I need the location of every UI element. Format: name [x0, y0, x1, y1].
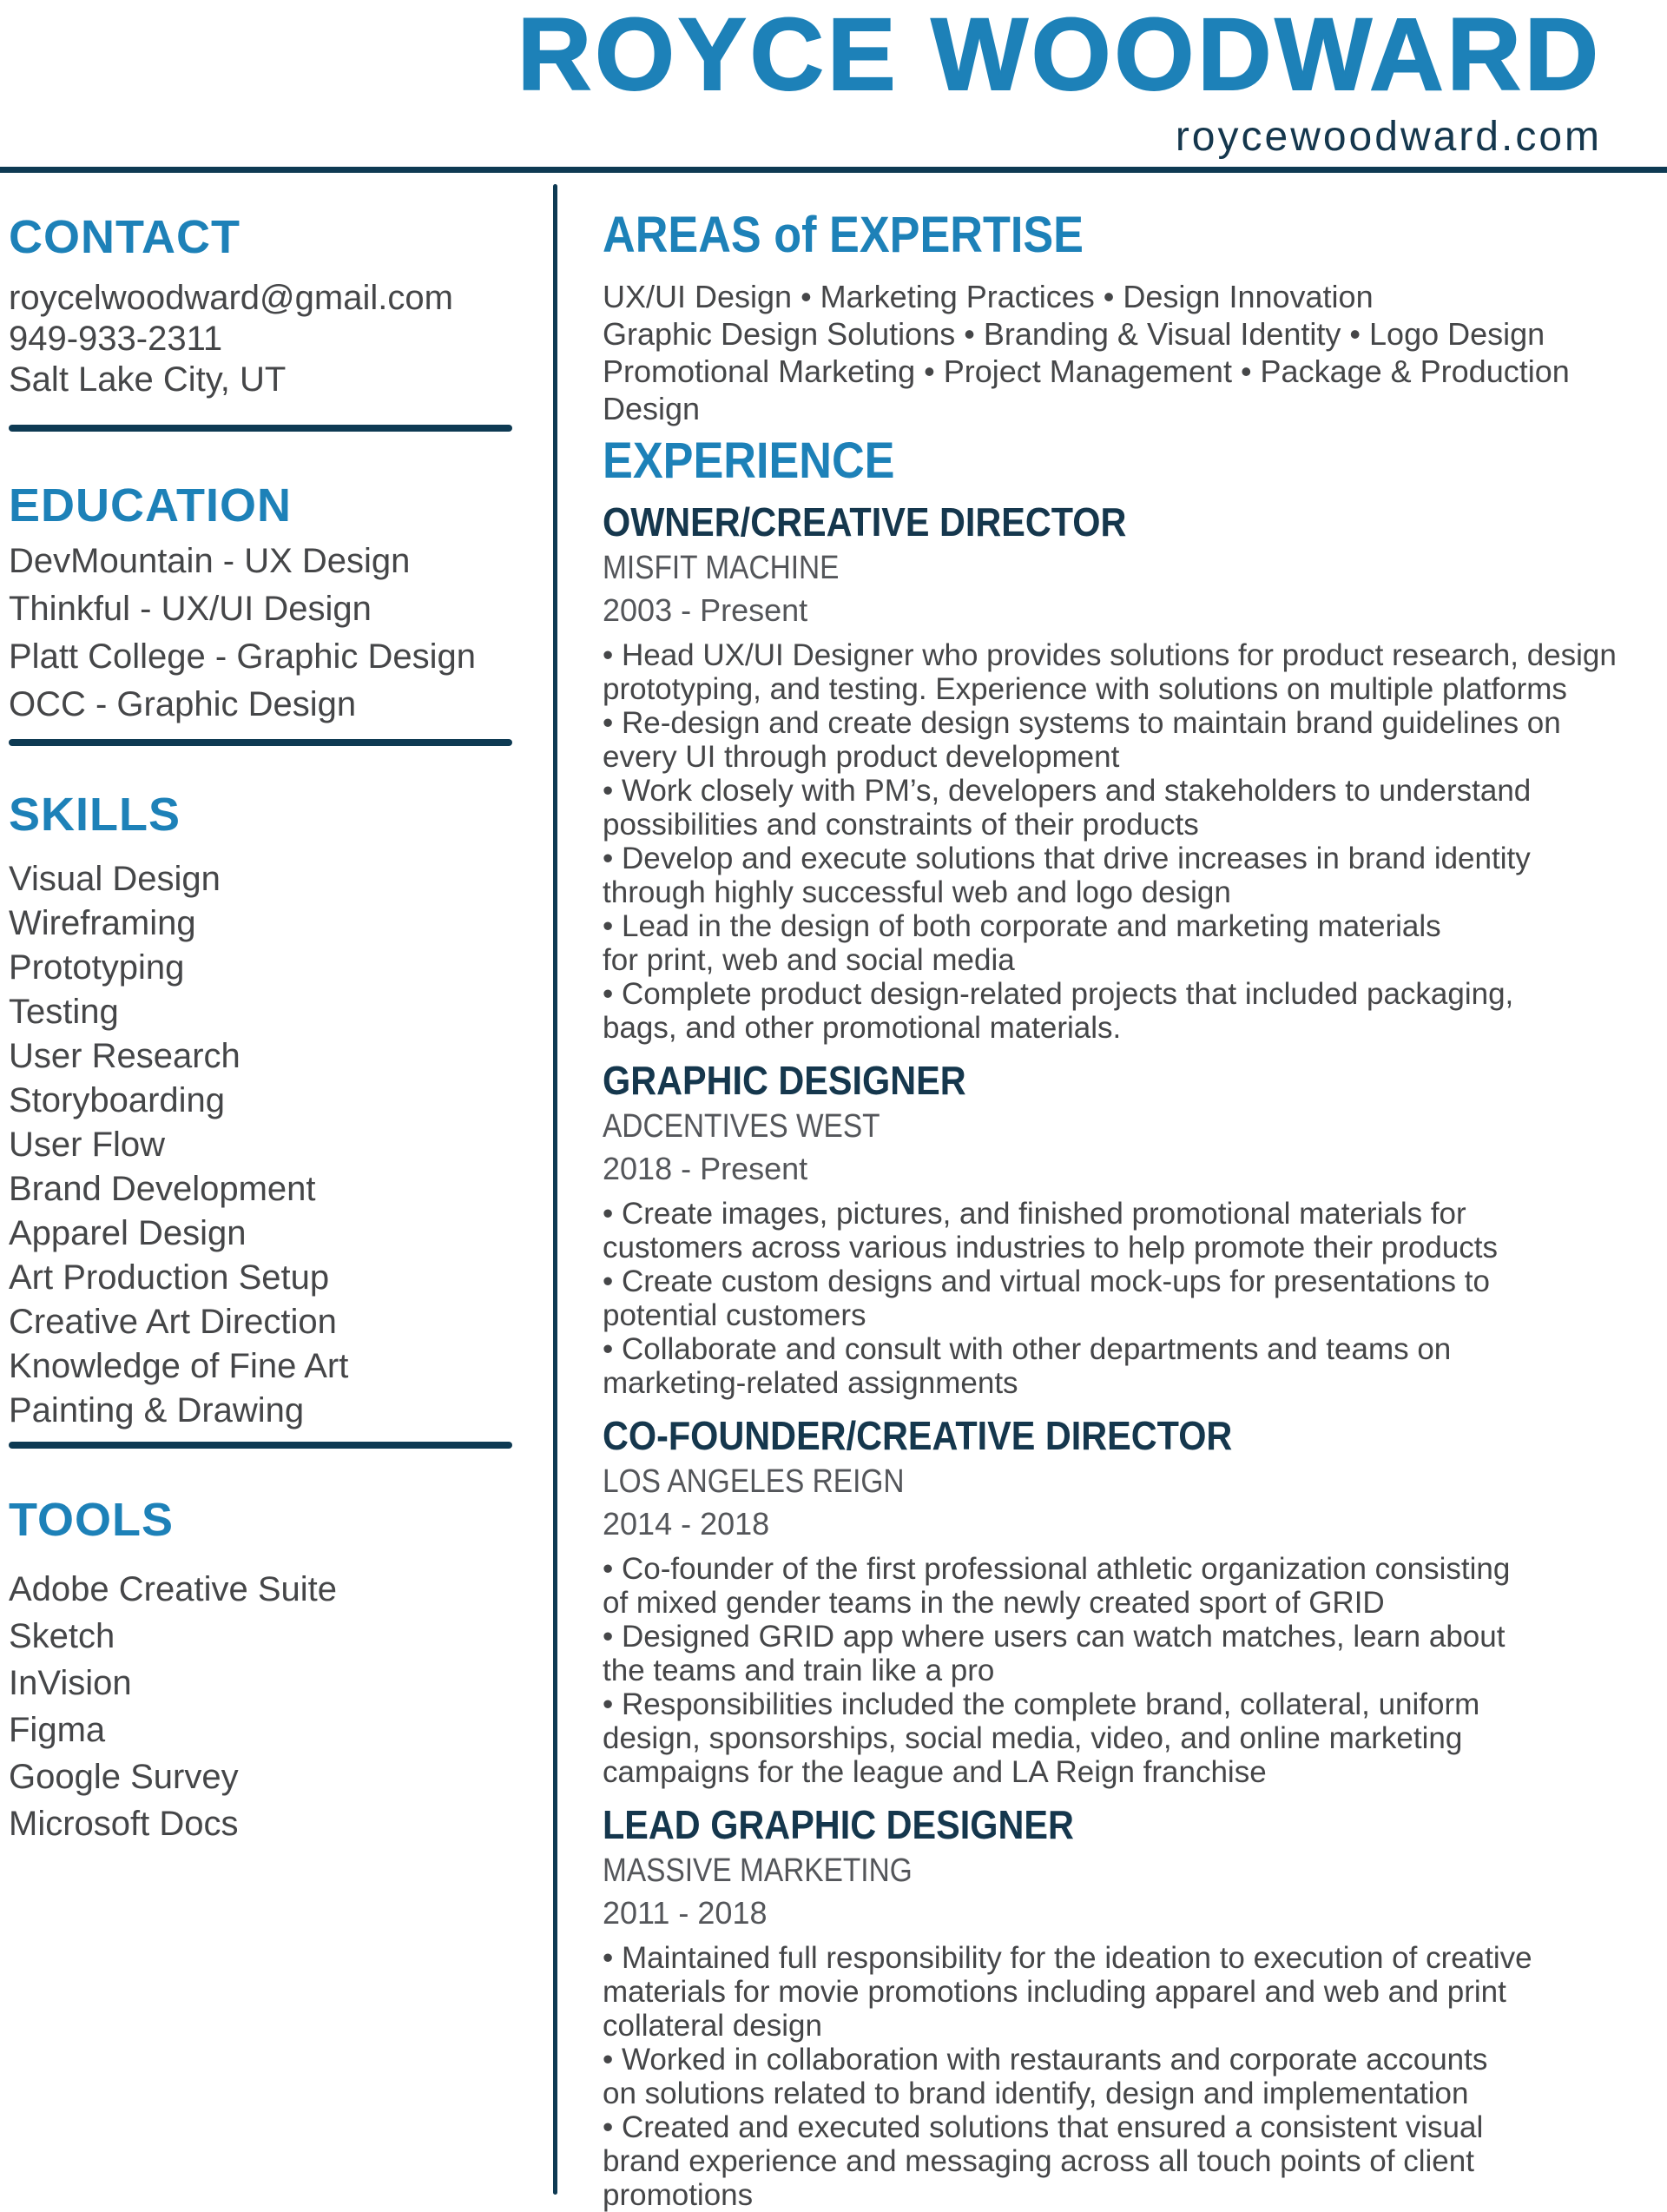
skills-heading: SKILLS	[9, 789, 181, 841]
tool-item: Google Survey	[9, 1758, 239, 1796]
skill-item: Storyboarding	[9, 1081, 226, 1119]
job-company	[603, 1852, 1667, 1890]
job-title	[603, 1414, 1667, 1457]
contact-heading: CONTACT	[9, 211, 240, 263]
skills-list	[9, 857, 545, 1433]
job-bullet-line: the teams and train like a pro	[603, 1654, 995, 1687]
job-dates: 2018 - Present	[603, 1151, 808, 1186]
expertise-lines	[603, 278, 1667, 427]
job-bullet-line: • Create images, pictures, and finished promotional materials for	[603, 1197, 1466, 1231]
job-dates: 2003 - Present	[603, 592, 808, 628]
contact-line: roycelwoodward@gmail.com	[9, 279, 453, 317]
job-bullet-line: bags, and other promotional materials.	[603, 1011, 1122, 1045]
job-bullet-lines	[603, 1197, 1667, 1400]
job-company-text: MISFIT MACHINE	[603, 550, 840, 586]
job-bullet-lines	[603, 1941, 1667, 2212]
job-company	[603, 1463, 1667, 1501]
header	[517, 0, 1602, 161]
job-entry	[603, 1414, 1667, 1789]
education-item: DevMountain - UX Design	[9, 542, 411, 580]
section-divider-rule	[9, 1442, 512, 1449]
expertise-line: Graphic Design Solutions • Branding & Visual Identity • Logo Design	[603, 316, 1545, 352]
contact-lines	[9, 278, 545, 400]
job-company-text: ADCENTIVES WEST	[603, 1108, 880, 1145]
job-bullet-line: • Lead in the design of both corporate and marketing materials	[603, 909, 1441, 943]
job-bullet-lines	[603, 1552, 1667, 1789]
job-bullet-line: potential customers	[603, 1298, 866, 1332]
tool-item: Figma	[9, 1711, 106, 1749]
skill-item: Prototyping	[9, 948, 185, 987]
contact-line: Salt Lake City, UT	[9, 360, 287, 399]
expertise-heading-text: AREAS of EXPERTISE	[603, 207, 1084, 263]
section-divider-rule	[9, 739, 512, 746]
job-bullet-line: collateral design	[603, 2009, 822, 2043]
job-bullet-line: of mixed gender teams in the newly created sport of GRID	[603, 1586, 1385, 1620]
job-bullet-line: • Responsibilities included the complete brand, collateral, uniform	[603, 1687, 1480, 1721]
job-bullet-line: • Maintained full responsibility for the ideation to execution of creative	[603, 1941, 1532, 1975]
job-bullet-line: • Create custom designs and virtual mock-ups for presentations to	[603, 1264, 1490, 1298]
job-dates: 2014 - 2018	[603, 1506, 770, 1542]
job-entry	[603, 500, 1667, 1045]
job-title	[603, 1803, 1667, 1846]
job-bullet-line: • Complete product design-related projects that included packaging,	[603, 977, 1514, 1011]
job-title	[603, 500, 1667, 544]
job-title	[603, 1059, 1667, 1102]
job-bullet-line: customers across various industries to help promote their products	[603, 1231, 1499, 1264]
tools-list	[9, 1566, 545, 1847]
skill-item: Art Production Setup	[9, 1258, 330, 1297]
section-divider-rule	[9, 425, 512, 432]
job-bullet-line: promotions	[603, 2178, 754, 2212]
education-list	[9, 538, 545, 729]
job-bullet-line: on solutions related to brand identify, design and implementation	[603, 2077, 1469, 2110]
job-company	[603, 549, 1667, 587]
job-title-text: OWNER/CREATIVE DIRECTOR	[603, 499, 1127, 545]
education-item: Thinkful - UX/UI Design	[9, 590, 372, 628]
skill-item: Testing	[9, 993, 119, 1031]
contact-line: 949-933-2311	[9, 320, 223, 358]
main-content	[603, 207, 1667, 2212]
job-company-text: LOS ANGELES REIGN	[603, 1463, 905, 1500]
job-bullet-line: brand experience and messaging across all touch points of client	[603, 2144, 1474, 2178]
job-bullet-lines	[603, 638, 1667, 1045]
expertise-heading	[603, 207, 1667, 263]
job-bullet-line: materials for movie promotions including apparel and web and print	[603, 1975, 1506, 2009]
job-bullet-line: • Collaborate and consult with other departments and teams on	[603, 1332, 1452, 1366]
job-bullet-line: • Worked in collaboration with restaurants and corporate accounts	[603, 2043, 1488, 2077]
experience-heading	[603, 432, 1667, 489]
education-item: Platt College - Graphic Design	[9, 637, 477, 676]
job-bullet-line: • Created and executed solutions that ensured a consistent visual	[603, 2110, 1484, 2144]
education-item: OCC - Graphic Design	[9, 685, 357, 723]
tool-item: Adobe Creative Suite	[9, 1570, 338, 1608]
expertise-line: Promotional Marketing • Project Management • Package & Production	[603, 353, 1570, 389]
job-bullet-line: every UI through product development	[603, 740, 1120, 774]
job-bullet-line: • Work closely with PM’s, developers and stakeholders to understand	[603, 774, 1532, 808]
skill-item: Painting & Drawing	[9, 1391, 305, 1430]
job-bullet-line: • Head UX/UI Designer who provides solutions for product research, design	[603, 638, 1617, 672]
job-bullet-line: • Re-design and create design systems to maintain brand guidelines on	[603, 706, 1561, 740]
experience-jobs	[603, 500, 1667, 2212]
sidebar	[9, 211, 545, 1847]
tool-item: InVision	[9, 1664, 132, 1702]
job-company	[603, 1107, 1667, 1146]
job-bullet-line: • Co-founder of the first professional athletic organization consisting	[603, 1552, 1511, 1586]
job-bullet-line: for print, web and social media	[603, 943, 1015, 977]
header-divider-rule	[0, 167, 1667, 173]
skill-item: Wireframing	[9, 904, 196, 942]
experience-heading-text: EXPERIENCE	[603, 432, 895, 489]
tool-item: Sketch	[9, 1617, 115, 1655]
job-bullet-line: possibilities and constraints of their products	[603, 808, 1199, 842]
column-divider-rule	[553, 184, 557, 2195]
job-bullet-line: • Develop and execute solutions that drive increases in brand identity	[603, 842, 1531, 875]
skill-item: Apparel Design	[9, 1214, 247, 1252]
skill-item: Visual Design	[9, 860, 221, 898]
person-name: ROYCE WOODWARD	[517, 0, 1602, 112]
tools-heading: TOOLS	[9, 1494, 175, 1546]
expertise-line: Design	[603, 391, 701, 426]
website-url: roycewoodward.com	[1175, 114, 1602, 160]
education-heading: EDUCATION	[9, 479, 292, 532]
job-bullet-line: • Designed GRID app where users can watch matches, learn about	[603, 1620, 1506, 1654]
job-entry	[603, 1803, 1667, 2212]
skill-item: Brand Development	[9, 1170, 316, 1208]
job-entry	[603, 1059, 1667, 1400]
job-bullet-line: design, sponsorships, social media, video, and online marketing	[603, 1721, 1463, 1755]
tool-item: Microsoft Docs	[9, 1805, 239, 1843]
job-title-text: GRAPHIC DESIGNER	[603, 1058, 966, 1103]
job-dates: 2011 - 2018	[603, 1895, 768, 1931]
job-title-text: CO-FOUNDER/CREATIVE DIRECTOR	[603, 1413, 1233, 1458]
job-bullet-line: prototyping, and testing. Experience with solutions on multiple platforms	[603, 672, 1567, 706]
skill-item: Creative Art Direction	[9, 1303, 337, 1341]
skill-item: User Research	[9, 1037, 240, 1075]
job-company-text: MASSIVE MARKETING	[603, 1852, 913, 1889]
skill-item: Knowledge of Fine Art	[9, 1347, 349, 1385]
job-bullet-line: through highly successful web and logo design	[603, 875, 1231, 909]
job-bullet-line: campaigns for the league and LA Reign franchise	[603, 1755, 1267, 1789]
job-title-text: LEAD GRAPHIC DESIGNER	[603, 1802, 1074, 1847]
skill-item: User Flow	[9, 1126, 166, 1164]
job-bullet-line: marketing-related assignments	[603, 1366, 1018, 1400]
expertise-line: UX/UI Design • Marketing Practices • Design Innovation	[603, 279, 1374, 314]
